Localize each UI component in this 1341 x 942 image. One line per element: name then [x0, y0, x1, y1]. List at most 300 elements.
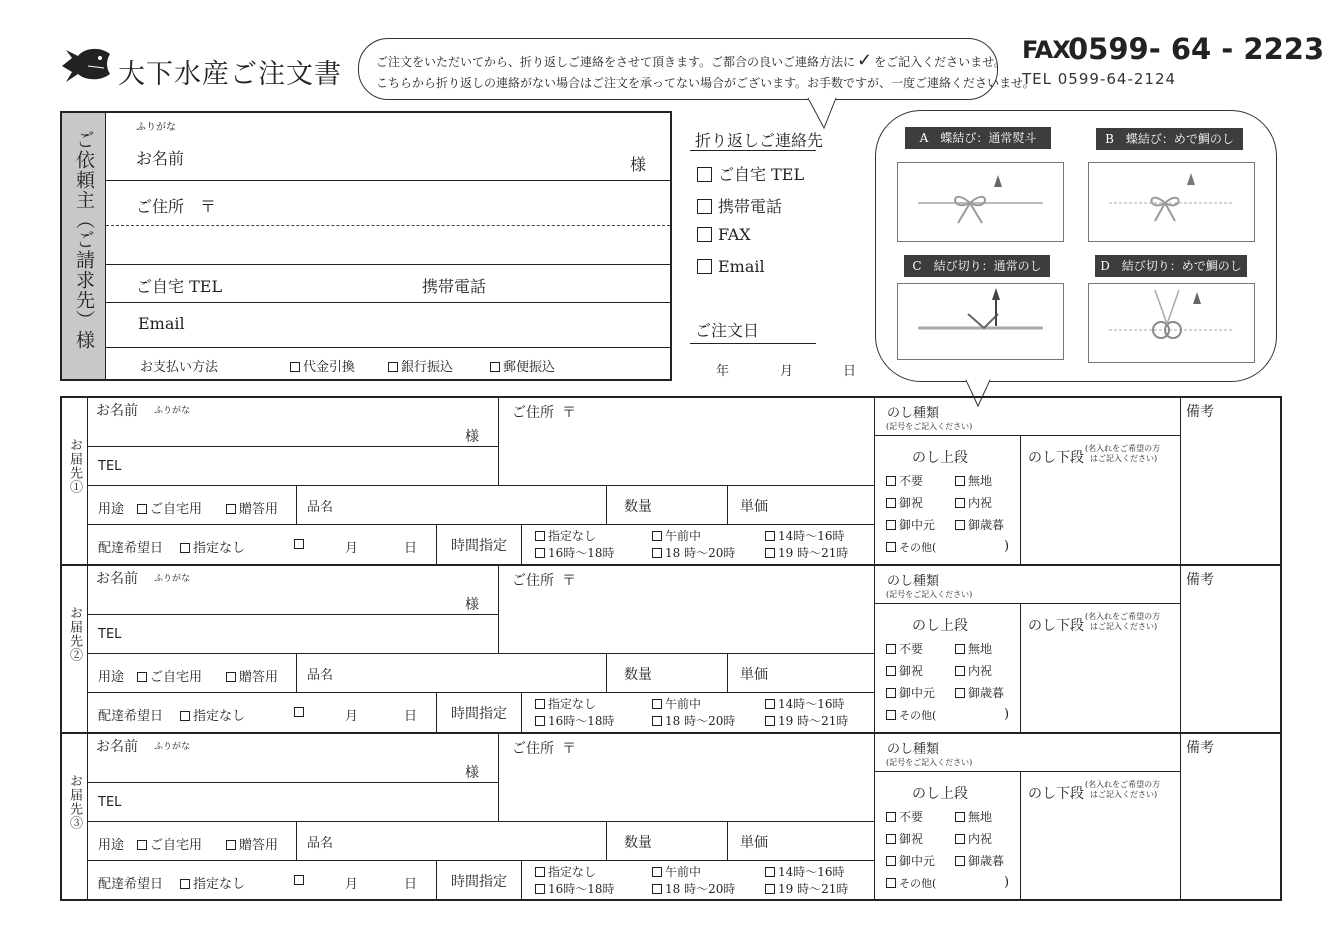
delivery-name-label: お名前	[96, 403, 138, 419]
divider	[436, 692, 437, 733]
checkbox-icon	[535, 867, 545, 877]
option-label: 14時〜16時	[778, 865, 845, 879]
noshi-other-close: )	[1004, 707, 1010, 722]
checkbox-icon	[765, 867, 775, 877]
bow-knot-icon	[898, 163, 1063, 241]
contact-option-email[interactable]	[697, 257, 765, 276]
delivery-date-none-checkbox[interactable]	[180, 705, 245, 724]
divider	[521, 860, 522, 901]
noshi-kind-note: (記号をご記入ください)	[886, 758, 973, 767]
divider	[1020, 435, 1021, 565]
delivery-date-none-checkbox[interactable]	[180, 537, 245, 556]
delivery-address-label: ご住所	[512, 405, 554, 421]
time-option-morning[interactable]	[652, 527, 701, 544]
option-label: ご自宅用	[150, 838, 203, 853]
remarks-label: 備考	[1186, 572, 1214, 588]
checkbox-icon	[886, 710, 896, 720]
divider	[521, 524, 522, 565]
contact-option-mobile[interactable]	[697, 194, 782, 217]
checkbox-icon	[955, 688, 965, 698]
checkbox-icon	[886, 666, 896, 676]
time-option-18-20[interactable]	[652, 544, 735, 561]
checkbox-icon	[886, 856, 896, 866]
option-label: 内祝	[968, 496, 993, 510]
divider	[87, 653, 874, 654]
delivery-block-1	[0, 396, 1341, 566]
checkbox-icon	[180, 711, 190, 721]
delivery-date-label: 配達希望日	[98, 709, 164, 724]
usage-gift-checkbox[interactable]	[226, 834, 278, 853]
option-label: 指定なし	[548, 529, 597, 543]
order-month: 月	[780, 364, 794, 379]
fax-number: 0599- 64 - 2223	[1068, 32, 1325, 66]
checkbox-icon	[886, 520, 896, 530]
divider	[727, 485, 728, 524]
noshi-kind-label: のし種類	[887, 406, 940, 421]
checkbox-icon	[137, 672, 147, 682]
tel-line: TEL 0599-64-2124	[1022, 70, 1177, 88]
option-label: 指定なし	[193, 877, 246, 892]
checkbox-icon	[765, 548, 775, 558]
delivery-name-label: お名前	[96, 571, 138, 587]
noshi-upper-label: のし上段	[912, 618, 968, 634]
divider	[874, 435, 1180, 436]
noshi-upper-label: のし上段	[912, 786, 968, 802]
delivery-tel-label: TEL	[98, 795, 122, 810]
option-label: 午前中	[665, 529, 702, 543]
noshi-option-other[interactable]	[886, 539, 936, 555]
option-label: 内祝	[968, 832, 993, 846]
divider	[498, 396, 499, 485]
noshi-option-internal[interactable]	[955, 494, 992, 511]
option-label: 贈答用	[239, 502, 279, 517]
contact-option-label: 携帯電話	[718, 197, 783, 216]
remarks-label: 備考	[1186, 740, 1214, 756]
divider	[874, 603, 1180, 604]
checkbox-icon	[388, 362, 398, 372]
option-label: 指定なし	[548, 865, 597, 879]
checkbox-icon	[535, 699, 545, 709]
delivery-date-custom-checkbox[interactable]	[294, 873, 307, 888]
time-option-16-18[interactable]	[535, 544, 615, 561]
checkbox-icon	[290, 362, 300, 372]
time-option-18-20[interactable]	[652, 712, 735, 729]
noshi-style-b-title: B 蝶結び：めで鯛のし	[1096, 128, 1243, 150]
divider	[874, 732, 875, 901]
divider	[521, 692, 522, 733]
divider	[60, 396, 62, 565]
tied-knot-icon	[1089, 284, 1254, 362]
divider	[1180, 564, 1181, 733]
delivery-block-2	[0, 564, 1341, 734]
checkbox-icon	[652, 867, 662, 877]
checkbox-icon	[886, 812, 896, 822]
noshi-option-none[interactable]	[886, 808, 923, 825]
delivery-month-label: 月	[345, 709, 359, 724]
noshi-option-plain[interactable]	[955, 640, 992, 657]
payment-option-cod[interactable]	[290, 356, 355, 375]
divider	[87, 446, 498, 447]
checkbox-icon	[886, 498, 896, 508]
checkbox-icon	[294, 707, 304, 717]
delivery-date-none-checkbox[interactable]	[180, 873, 245, 892]
delivery-sama: 様	[465, 429, 479, 445]
option-label: ご自宅用	[150, 670, 203, 685]
requester-email: Email	[138, 314, 185, 333]
divider	[87, 821, 874, 822]
delivery-date-custom-checkbox[interactable]	[294, 537, 307, 552]
divider	[1280, 564, 1282, 733]
divider	[727, 821, 728, 860]
option-label: 御祝	[899, 496, 924, 510]
checkbox-icon	[535, 531, 545, 541]
checkbox-icon	[535, 884, 545, 894]
divider	[87, 614, 498, 615]
divider	[87, 564, 88, 733]
option-label: 指定なし	[193, 541, 246, 556]
noshi-lower-note-2: はご記入ください)	[1090, 622, 1158, 631]
order-day: 日	[843, 364, 857, 379]
shop-title: 大下水産ご注文書	[118, 59, 342, 90]
divider	[606, 653, 607, 692]
delivery-address-label: ご住所	[512, 741, 554, 757]
payment-option-postal[interactable]	[490, 356, 555, 375]
delivery-day-label: 日	[404, 541, 418, 556]
delivery-sama: 様	[465, 597, 479, 613]
noshi-option-none[interactable]	[886, 640, 923, 657]
dashed-divider	[106, 225, 670, 226]
checkbox-icon	[886, 644, 896, 654]
delivery-month-label: 月	[345, 877, 359, 892]
notice-line-2: こちらから折り返しの連絡がない場合はご注文を承ってない場合がございます。お手数ですが、一度ご連絡くださいませ。	[376, 76, 1035, 90]
fish-logo-icon	[60, 44, 112, 86]
table-bottom-border	[60, 899, 1282, 901]
option-label: 16時〜18時	[548, 546, 615, 560]
option-label: 18 時〜20時	[665, 882, 736, 896]
option-label: 午前中	[665, 865, 702, 879]
checkbox-icon	[226, 504, 236, 514]
noshi-option-plain[interactable]	[955, 808, 992, 825]
divider	[727, 653, 728, 692]
checkbox-icon	[886, 476, 896, 486]
checkbox-icon	[535, 548, 545, 558]
option-label: 16時〜18時	[548, 714, 615, 728]
time-option-16-18[interactable]	[535, 712, 615, 729]
delivery-tel-label: TEL	[98, 459, 122, 474]
checkbox-icon	[652, 548, 662, 558]
divider	[60, 732, 62, 901]
time-option-none[interactable]	[535, 863, 596, 880]
contact-option-label: Email	[718, 257, 765, 276]
checkbox-icon	[955, 856, 965, 866]
checkbox-icon	[294, 539, 304, 549]
quantity-label: 数量	[624, 667, 652, 683]
divider	[436, 860, 437, 901]
divider	[296, 485, 297, 524]
option-label: 18 時〜20時	[665, 714, 736, 728]
delivery-side-label: お届先③	[67, 774, 82, 830]
contact-title: 折り返しご連絡先	[695, 131, 824, 150]
contact-option-fax[interactable]	[697, 225, 751, 244]
noshi-option-summer[interactable]	[886, 516, 935, 533]
requester-mobile: 携帯電話	[422, 277, 487, 296]
usage-home-checkbox[interactable]	[137, 834, 202, 853]
delivery-furigana: ふりがな	[154, 742, 191, 752]
fax-label: FAX	[1022, 36, 1070, 64]
delivery-name-label: お名前	[96, 739, 138, 755]
divider	[296, 821, 297, 860]
noshi-option-yearend[interactable]	[955, 852, 1004, 869]
noshi-option-plain[interactable]	[955, 472, 992, 489]
notice-text-1b: をご記入くださいませ。	[874, 55, 1006, 69]
bow-knot-icon	[1089, 163, 1254, 241]
usage-gift-checkbox[interactable]	[226, 666, 278, 685]
checkbox-icon	[652, 716, 662, 726]
time-option-16-18[interactable]	[535, 880, 615, 897]
checkbox-icon	[180, 879, 190, 889]
delivery-tel-label: TEL	[98, 627, 122, 642]
checkbox-icon	[490, 362, 500, 372]
option-label: 14時〜16時	[778, 697, 845, 711]
noshi-other-close: )	[1004, 539, 1010, 554]
option-label: その他(	[899, 877, 937, 890]
contact-option-label: FAX	[718, 225, 751, 244]
divider	[60, 564, 1281, 566]
delivery-day-label: 日	[404, 709, 418, 724]
checkbox-icon	[294, 875, 304, 885]
price-label: 単価	[740, 667, 768, 683]
noshi-option-celebration[interactable]	[886, 662, 923, 679]
checkbox-icon	[697, 167, 712, 182]
checkbox-icon	[765, 699, 775, 709]
divider	[498, 732, 499, 821]
checkbox-icon	[955, 520, 965, 530]
option-label: 御祝	[899, 664, 924, 678]
noshi-option-summer[interactable]	[886, 684, 935, 701]
contact-option-label: ご自宅 TEL	[718, 165, 805, 184]
option-label: ご自宅用	[150, 502, 203, 517]
requester-sama: 様	[630, 155, 647, 174]
checkbox-icon	[955, 666, 965, 676]
option-label: 御歳暮	[968, 854, 1005, 868]
item-label: 品名	[307, 668, 334, 683]
noshi-option-internal[interactable]	[955, 830, 992, 847]
divider	[87, 732, 88, 901]
noshi-lower-note-2: はご記入ください)	[1090, 790, 1158, 799]
checkbox-icon	[697, 259, 712, 274]
option-label: 贈答用	[239, 838, 279, 853]
option-label: その他(	[899, 541, 937, 554]
noshi-lower-note-2: はご記入ください)	[1090, 454, 1158, 463]
checkbox-icon	[652, 884, 662, 894]
checkbox-icon	[697, 227, 712, 242]
noshi-style-c-image	[897, 283, 1064, 360]
noshi-kind-note: (記号をご記入ください)	[886, 590, 973, 599]
usage-label: 用途	[98, 670, 125, 685]
checkbox-icon	[886, 878, 896, 888]
time-option-19-21[interactable]	[765, 880, 848, 897]
divider	[1020, 603, 1021, 733]
requester-name-label: お名前	[136, 149, 185, 168]
time-option-morning[interactable]	[652, 863, 701, 880]
divider	[690, 150, 816, 151]
divider	[690, 343, 816, 344]
requester-side-label: ご依頼主（ご請求先）様	[73, 130, 95, 350]
delivery-date-label: 配達希望日	[98, 541, 164, 556]
time-option-none[interactable]	[535, 695, 596, 712]
payment-option-bank[interactable]	[388, 356, 453, 375]
quantity-label: 数量	[624, 499, 652, 515]
noshi-option-yearend[interactable]	[955, 516, 1004, 533]
noshi-option-internal[interactable]	[955, 662, 992, 679]
contact-option-home-tel[interactable]	[697, 162, 804, 185]
time-option-none[interactable]	[535, 527, 596, 544]
option-label: 14時〜16時	[778, 529, 845, 543]
noshi-kind-note: (記号をご記入ください)	[886, 422, 973, 431]
option-label: 無地	[968, 810, 993, 824]
usage-label: 用途	[98, 502, 125, 517]
option-label: 内祝	[968, 664, 993, 678]
time-option-19-21[interactable]	[765, 712, 848, 729]
divider	[1020, 771, 1021, 901]
payment-label: お支払い方法	[140, 360, 219, 375]
time-option-14-16[interactable]	[765, 527, 845, 544]
divider	[1280, 732, 1282, 901]
option-label: 不要	[899, 642, 924, 656]
option-label: 無地	[968, 642, 993, 656]
noshi-kind-label: のし種類	[887, 574, 940, 589]
noshi-upper-label: のし上段	[912, 450, 968, 466]
checkbox-icon	[652, 699, 662, 709]
requester-address-label: ご住所	[136, 197, 185, 216]
usage-gift-checkbox[interactable]	[226, 498, 278, 517]
option-label: 指定なし	[548, 697, 597, 711]
checkbox-icon	[955, 644, 965, 654]
time-label: 時間指定	[451, 538, 507, 554]
time-option-14-16[interactable]	[765, 863, 845, 880]
option-label: 午前中	[665, 697, 702, 711]
checkbox-icon	[886, 834, 896, 844]
option-label: 19 時〜21時	[778, 546, 849, 560]
checkbox-icon	[955, 498, 965, 508]
option-label: 御中元	[899, 854, 936, 868]
payment-option-label: 銀行振込	[401, 360, 454, 375]
divider	[606, 821, 607, 860]
divider	[60, 732, 1281, 734]
delivery-furigana: ふりがな	[154, 574, 191, 584]
divider	[106, 302, 670, 303]
divider	[296, 653, 297, 692]
noshi-option-other[interactable]	[886, 707, 936, 723]
checkbox-icon	[955, 834, 965, 844]
option-label: 無地	[968, 474, 993, 488]
usage-home-checkbox[interactable]	[137, 666, 202, 685]
noshi-style-d-title: D 結び切り：めで鯛のし	[1095, 255, 1247, 277]
order-year: 年	[716, 364, 730, 379]
payment-option-label: 代金引換	[303, 360, 356, 375]
payment-option-label: 郵便振込	[503, 360, 556, 375]
option-label: 御歳暮	[968, 518, 1005, 532]
divider	[874, 771, 1180, 772]
requester-home-tel: ご自宅 TEL	[136, 277, 223, 296]
checkbox-icon	[652, 531, 662, 541]
option-label: 19 時〜21時	[778, 882, 849, 896]
notice-text-1a: ご注文をいただいてから、折り返しご連絡をさせて頂きます。ご都合の良いご連絡方法に	[376, 55, 856, 69]
divider	[874, 564, 875, 733]
option-label: 御祝	[899, 832, 924, 846]
option-label: 16時〜18時	[548, 882, 615, 896]
option-label: 18 時〜20時	[665, 546, 736, 560]
delivery-postal-mark: 〒	[562, 405, 576, 421]
noshi-option-yearend[interactable]	[955, 684, 1004, 701]
divider	[106, 264, 670, 265]
time-option-18-20[interactable]	[652, 880, 735, 897]
divider	[1180, 732, 1181, 901]
checkbox-icon	[180, 543, 190, 553]
divider	[87, 524, 874, 525]
notice-bubble-tail	[800, 94, 850, 132]
noshi-style-b-image	[1088, 162, 1255, 242]
option-label: 19 時〜21時	[778, 714, 849, 728]
divider	[498, 564, 499, 653]
noshi-option-none[interactable]	[886, 472, 923, 489]
divider	[87, 782, 498, 783]
noshi-option-celebration[interactable]	[886, 494, 923, 511]
divider	[60, 564, 62, 733]
option-label: 御歳暮	[968, 686, 1005, 700]
quantity-label: 数量	[624, 835, 652, 851]
divider	[1180, 396, 1181, 565]
delivery-sama: 様	[465, 765, 479, 781]
noshi-lower-label: のし下段	[1028, 618, 1084, 634]
item-label: 品名	[307, 500, 334, 515]
checkbox-icon	[137, 504, 147, 514]
time-label: 時間指定	[451, 874, 507, 890]
option-label: 不要	[899, 810, 924, 824]
delivery-side-label: お届先②	[67, 606, 82, 662]
notice-line-1	[376, 50, 1006, 71]
usage-label: 用途	[98, 838, 125, 853]
usage-home-checkbox[interactable]	[137, 498, 202, 517]
price-label: 単価	[740, 835, 768, 851]
checkbox-icon	[765, 884, 775, 894]
divider	[87, 860, 874, 861]
time-option-14-16[interactable]	[765, 695, 845, 712]
divider	[436, 524, 437, 565]
time-option-19-21[interactable]	[765, 544, 848, 561]
checkbox-icon	[535, 716, 545, 726]
checkbox-icon	[765, 531, 775, 541]
noshi-lower-note-1: (名入れをご希望の方	[1085, 612, 1161, 621]
noshi-option-celebration[interactable]	[886, 830, 923, 847]
noshi-option-summer[interactable]	[886, 852, 935, 869]
noshi-style-d-image	[1088, 283, 1255, 363]
divider	[606, 485, 607, 524]
checkbox-icon	[697, 199, 712, 214]
delivery-date-custom-checkbox[interactable]	[294, 705, 307, 720]
order-date-label: ご注文日	[695, 321, 760, 340]
time-option-morning[interactable]	[652, 695, 701, 712]
option-label: 御中元	[899, 518, 936, 532]
noshi-other-close: )	[1004, 875, 1010, 890]
divider	[106, 347, 670, 348]
noshi-option-other[interactable]	[886, 875, 936, 891]
delivery-month-label: 月	[345, 541, 359, 556]
option-label: 指定なし	[193, 709, 246, 724]
checkbox-icon	[765, 716, 775, 726]
option-label: 不要	[899, 474, 924, 488]
noshi-kind-label: のし種類	[887, 742, 940, 757]
